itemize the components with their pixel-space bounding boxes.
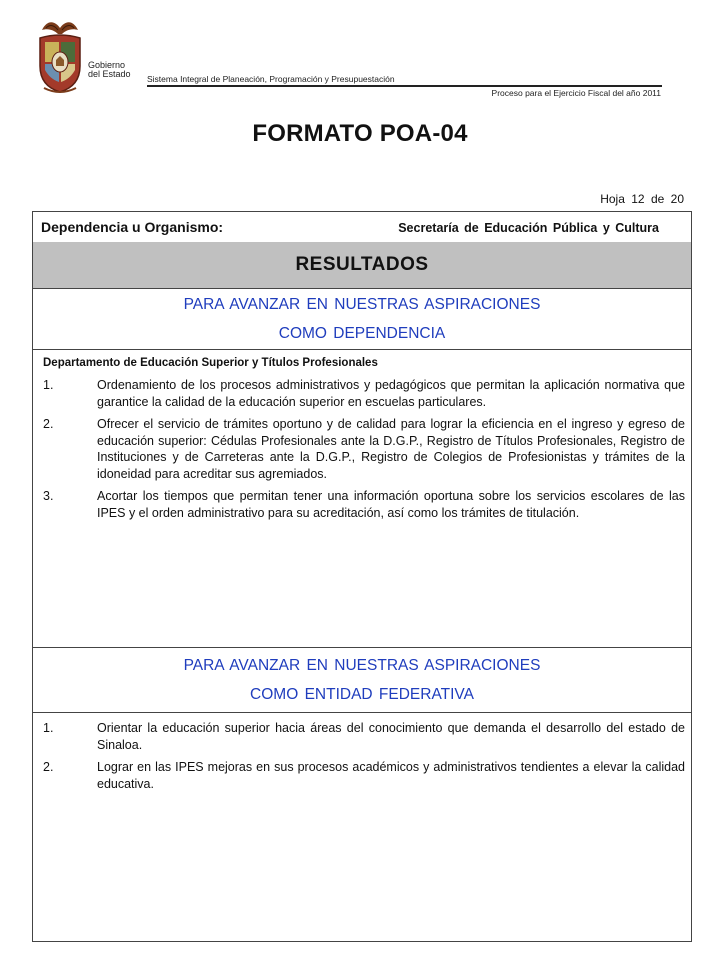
page-total: 20	[670, 192, 684, 206]
page-current: 12	[631, 192, 645, 206]
section-heading-line2: COMO ENTIDAD FEDERATIVA	[250, 686, 474, 703]
list-item-text: Lograr en las IPES mejoras en sus procesos académicos y administrativos tendientes a elevar la calidad educativa.	[97, 760, 685, 791]
section-heading-line2: COMO DEPENDENCIA	[278, 325, 446, 342]
list-item-number: 2.	[43, 417, 54, 431]
list-item	[43, 488, 685, 521]
state-seal-logo	[36, 16, 84, 96]
system-name: Sistema Integral de Planeación, Programación y Presupuestación	[147, 74, 395, 84]
government-label	[88, 61, 131, 79]
section-heading-entidad	[33, 647, 691, 713]
section-heading-line1: PARA AVANZAR EN NUESTRAS ASPIRACIONES	[183, 296, 541, 313]
list-item	[43, 377, 685, 410]
department-name: Departamento de Educación Superior y Títulos Profesionales	[43, 357, 378, 369]
resultados-header	[33, 242, 691, 289]
list-item-text: Acortar los tiempos que permitan tener una información oportuna sobre los servicios escolares de las IPES y el orden administrativo para su acreditación, así como los trámites de titulación.	[97, 489, 685, 520]
list-item	[43, 759, 685, 792]
form-frame	[32, 211, 692, 942]
list-item-number: 3.	[43, 489, 54, 503]
results-list-dependencia	[43, 377, 685, 527]
government-label-line1: Gobierno	[88, 60, 126, 70]
section-heading-line1: PARA AVANZAR EN NUESTRAS ASPIRACIONES	[183, 657, 541, 674]
dependencia-label: Dependencia u Organismo:	[41, 219, 224, 235]
fiscal-process-label: Proceso para el Ejercicio Fiscal del año 2011	[491, 88, 661, 98]
list-item-number: 1.	[43, 378, 54, 392]
dependencia-row	[33, 212, 691, 243]
list-item-text: Ordenamiento de los procesos administrativos y pedagógicos que permitan la aplicación normativa que garantice la calidad de la educación superior en escuelas particulares.	[97, 378, 685, 409]
dependencia-value: Secretaría de Educación Pública y Cultura	[398, 221, 659, 235]
section-heading-dependencia	[33, 288, 691, 350]
list-item-text: Orientar la educación superior hacia áreas del conocimiento que demanda el desarrollo del estado de Sinaloa.	[97, 721, 685, 752]
header-divider	[147, 85, 662, 87]
government-label-line2: del Estado	[88, 69, 131, 79]
list-item-number: 2.	[43, 760, 54, 774]
page-number	[600, 192, 684, 206]
results-list-entidad	[43, 720, 685, 798]
resultados-label: RESULTADOS	[295, 254, 429, 275]
page-label: Hoja	[600, 192, 625, 206]
page-of-label: de	[650, 192, 665, 206]
list-item-number: 1.	[43, 721, 54, 735]
document-title: FORMATO POA-04	[252, 120, 468, 147]
list-item	[43, 720, 685, 753]
list-item	[43, 416, 685, 482]
list-item-text: Ofrecer el servicio de trámites oportuno y de calidad para lograr la eficiencia en el ingreso y egreso de educación superior: Cédulas Profesionales ante la D.G.P., Registro de Títulos Profesionales, Registro de Instituciones y de Carreteras ante la D.G.P., Registro de Colegios de Profesionistas y trámites de la idoneidad para acreditar sus agremiados.	[97, 417, 685, 481]
